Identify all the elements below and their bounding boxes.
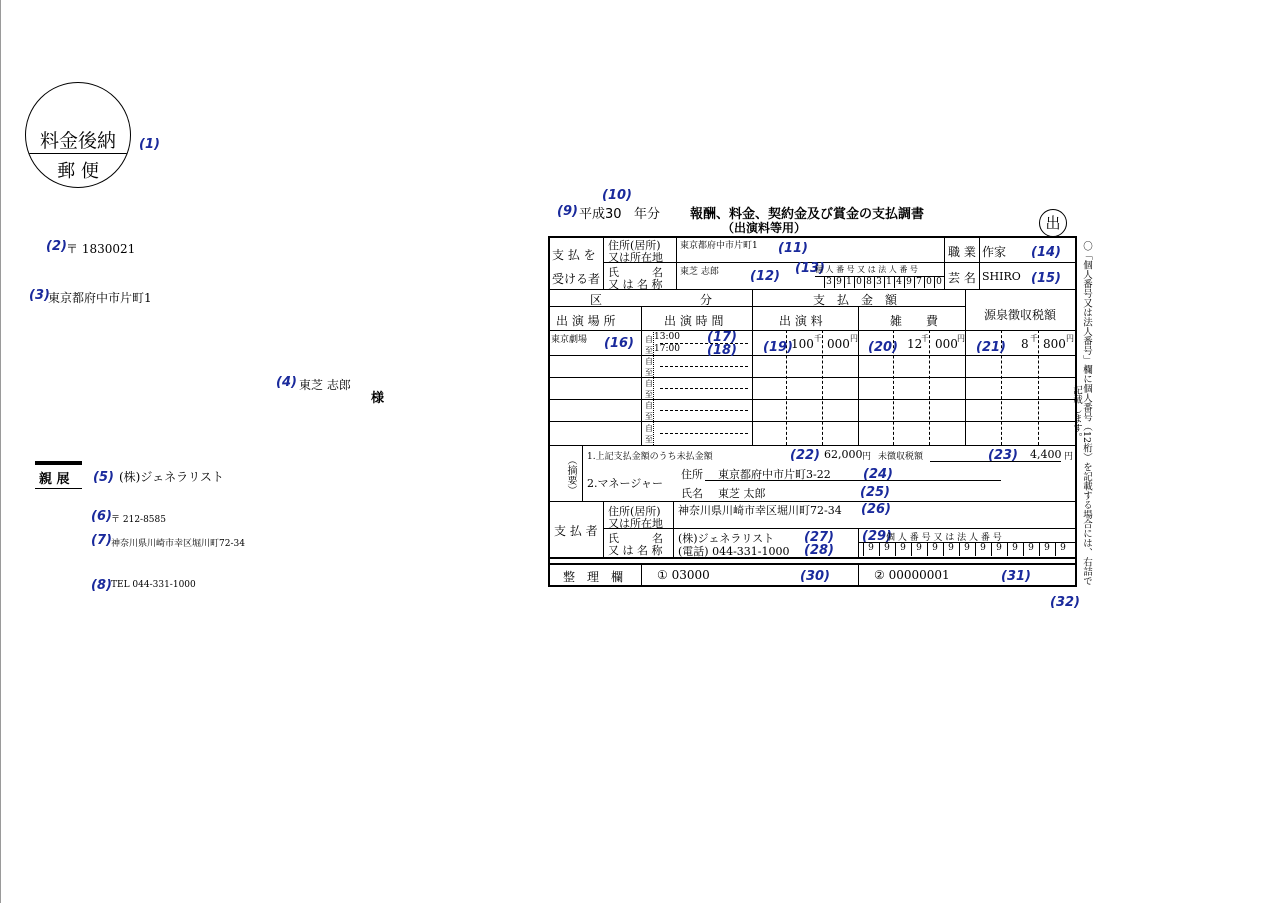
digit-divider bbox=[854, 276, 855, 288]
payer-address: 神奈川県川崎市幸区堀川町72-34 bbox=[678, 504, 842, 517]
line bbox=[548, 355, 1076, 356]
line bbox=[660, 410, 748, 411]
time-from: 13:00 bbox=[654, 332, 680, 342]
misc-thousands: 12 bbox=[907, 337, 923, 351]
payee-number-digit: 7 bbox=[916, 277, 922, 287]
uncollected-amount: 4,400 bbox=[1030, 448, 1062, 461]
payee-number-digit: 1 bbox=[846, 277, 852, 287]
payee-number-digit: 9 bbox=[906, 277, 912, 287]
callout-26: (26) bbox=[861, 502, 891, 517]
line bbox=[858, 306, 859, 445]
callout-24: (24) bbox=[863, 467, 893, 482]
summary-line2: 2.マネージャー bbox=[587, 477, 664, 490]
callout-20: (20) bbox=[868, 340, 898, 355]
digit-divider bbox=[924, 276, 925, 288]
line bbox=[548, 330, 1076, 331]
line bbox=[676, 237, 677, 289]
empty-from-label: 自 bbox=[645, 357, 653, 366]
digit-divider bbox=[1023, 542, 1024, 556]
sender-postal: 〒 212-8585 bbox=[111, 515, 166, 525]
form-subtitle: （出演料等用） bbox=[722, 221, 807, 235]
mgr-address: 東京都府中市片町3-22 bbox=[718, 468, 831, 481]
unpaid-amount: 62,000 bbox=[824, 448, 863, 461]
col-fee: 出 演 料 bbox=[779, 314, 823, 328]
col-venue: 出 演 場 所 bbox=[556, 314, 616, 328]
seiri-1: ① 03000 bbox=[657, 568, 710, 582]
line bbox=[660, 433, 748, 434]
line bbox=[673, 501, 674, 557]
payer-number-digit: 9 bbox=[996, 543, 1002, 553]
fee-units: 000 bbox=[827, 337, 850, 351]
recipient-name: 東芝 志郎 bbox=[299, 378, 351, 392]
digit-divider bbox=[975, 542, 976, 556]
line bbox=[548, 421, 1076, 422]
recipient-address: 東京都府中市片町1 bbox=[48, 291, 152, 305]
callout-1: (1) bbox=[139, 137, 160, 152]
callout-18: (18) bbox=[707, 343, 737, 358]
line bbox=[929, 330, 930, 445]
digit-divider bbox=[824, 276, 825, 288]
line bbox=[548, 399, 1076, 400]
name-label1: 氏 名 bbox=[608, 266, 663, 279]
callout-32: (32) bbox=[1050, 595, 1080, 610]
callout-3: (3) bbox=[29, 288, 50, 303]
callout-16: (16) bbox=[604, 336, 634, 351]
line bbox=[1038, 330, 1039, 445]
empty-from-label: 自 bbox=[645, 424, 653, 433]
line bbox=[603, 501, 604, 557]
payee-number-digit: 9 bbox=[836, 277, 842, 287]
callout-28: (28) bbox=[804, 543, 834, 558]
tax-thousand-mark: 千 bbox=[1030, 334, 1038, 343]
uncollected-yen: 円 bbox=[1064, 452, 1074, 462]
misc-yen-mark: 円 bbox=[957, 334, 965, 343]
payer-number-digit: 9 bbox=[948, 543, 954, 553]
row-venue: 東京劇場 bbox=[551, 335, 588, 345]
payee-number-digit: 0 bbox=[936, 277, 942, 287]
callout-8: (8) bbox=[91, 578, 112, 593]
fee-yen-mark: 円 bbox=[850, 334, 858, 343]
line bbox=[979, 237, 980, 289]
digit-divider bbox=[991, 542, 992, 556]
callout-22: (22) bbox=[790, 448, 820, 463]
callout-31: (31) bbox=[1001, 569, 1031, 584]
seiri-2: ② 00000001 bbox=[874, 568, 950, 582]
stamp-line1: 料金後納 bbox=[39, 130, 116, 152]
mgr-name: 東芝 太郎 bbox=[718, 487, 766, 500]
payee-number-digit: 1 bbox=[886, 277, 892, 287]
seiri-label: 整 理 欄 bbox=[563, 570, 624, 584]
empty-to-label: 至 bbox=[645, 390, 653, 399]
callout-10: (10) bbox=[602, 188, 632, 203]
payee-label2: 受ける者 bbox=[552, 272, 601, 286]
addr-label1: 住所(居所) bbox=[608, 239, 661, 252]
line bbox=[944, 237, 945, 289]
callout-12: (12) bbox=[750, 269, 780, 284]
digit-divider bbox=[874, 276, 875, 288]
line bbox=[822, 330, 823, 445]
col-kubun: 区 bbox=[590, 293, 603, 307]
empty-from-label: 自 bbox=[645, 379, 653, 388]
digit-divider bbox=[934, 276, 935, 288]
payee-number-digit: 8 bbox=[866, 277, 872, 287]
col-shiharai: 支 払 金 額 bbox=[813, 293, 898, 307]
sender-address: 神奈川県川崎市幸区堀川町72-34 bbox=[111, 539, 245, 549]
empty-to-label: 至 bbox=[645, 412, 653, 421]
callout-11: (11) bbox=[778, 241, 808, 256]
callout-9: (9) bbox=[557, 204, 578, 219]
addr-label2: 又は所在地 bbox=[608, 251, 663, 264]
payer-number-digit: 9 bbox=[932, 543, 938, 553]
digit-divider bbox=[894, 276, 895, 288]
callout-2: (2) bbox=[46, 239, 67, 254]
payer-addr-label1: 住所(居所) bbox=[608, 505, 661, 518]
payee-name: 東芝 志郎 bbox=[680, 267, 719, 277]
de-mark: 出 bbox=[1039, 209, 1067, 237]
payer-name-label1: 氏 名 bbox=[608, 532, 663, 545]
tax-thousands: 8 bbox=[1021, 337, 1029, 351]
line bbox=[548, 557, 1077, 559]
digit-divider bbox=[844, 276, 845, 288]
shinten-bar bbox=[35, 461, 82, 465]
stage-label: 芸 名 bbox=[948, 271, 976, 285]
fee-thousands: 100 bbox=[791, 337, 814, 351]
recipient-postal: 〒 1830021 bbox=[66, 242, 136, 256]
callout-25: (25) bbox=[860, 485, 890, 500]
misc-thousand-mark: 千 bbox=[921, 334, 929, 343]
digit-divider bbox=[959, 542, 960, 556]
payer-number-digit: 9 bbox=[1012, 543, 1018, 553]
payer-number-digit: 9 bbox=[1044, 543, 1050, 553]
sender-company: (株)ジェネラリスト bbox=[119, 470, 224, 484]
callout-19: (19) bbox=[763, 340, 793, 355]
col-time: 出 演 時 間 bbox=[664, 314, 724, 328]
occupation-label: 職 業 bbox=[948, 245, 976, 259]
digit-divider bbox=[914, 276, 915, 288]
mgr-addr-label: 住所 bbox=[681, 468, 703, 481]
payer-number-digit: 9 bbox=[964, 543, 970, 553]
payee-label1: 支 払 を bbox=[552, 248, 596, 262]
callout-4: (4) bbox=[276, 375, 297, 390]
callout-30: (30) bbox=[800, 569, 830, 584]
digit-divider bbox=[943, 542, 944, 556]
payee-number-digit: 3 bbox=[876, 277, 882, 287]
digit-divider bbox=[879, 542, 880, 556]
shinten-underline bbox=[35, 488, 82, 489]
payee-number-digit: 0 bbox=[926, 277, 932, 287]
stamp-line2: 郵 便 bbox=[57, 161, 99, 182]
payer-number-digit: 9 bbox=[884, 543, 890, 553]
digit-divider bbox=[884, 276, 885, 288]
callout-7: (7) bbox=[91, 533, 112, 548]
payee-address: 東京都府中市片町1 bbox=[680, 241, 758, 251]
callout-6: (6) bbox=[91, 509, 112, 524]
line bbox=[548, 289, 1076, 290]
payer-name-label2: 又 は 名 称 bbox=[608, 544, 663, 557]
side-note: 〇「個人番号又は法人番号」欄に個人番号（12桁）を記載する場合には、右詰で記載します。 bbox=[1071, 240, 1092, 586]
tax-yen-mark: 円 bbox=[1066, 334, 1074, 343]
form-bottom-border bbox=[548, 585, 1077, 587]
payee-mynumber-label: 個 人 番 号 又 は 法 人 番 号 bbox=[815, 265, 918, 274]
digit-divider bbox=[911, 542, 912, 556]
unpaid-yen: 円 bbox=[862, 452, 872, 462]
line bbox=[858, 563, 859, 585]
digit-divider bbox=[1055, 542, 1056, 556]
stamp-divider bbox=[26, 153, 130, 154]
payer-tel: (電話) 044-331-1000 bbox=[678, 545, 790, 558]
callout-14: (14) bbox=[1031, 245, 1061, 260]
mgr-name-label: 氏名 bbox=[681, 487, 703, 500]
honorific: 様 bbox=[371, 391, 385, 406]
digit-divider bbox=[927, 542, 928, 556]
page-border bbox=[0, 0, 1, 903]
summary-label: （摘要） bbox=[565, 455, 576, 495]
payee-number-digit: 0 bbox=[856, 277, 862, 287]
empty-from-label: 自 bbox=[645, 401, 653, 410]
payer-number-digit: 9 bbox=[900, 543, 906, 553]
line bbox=[641, 306, 642, 445]
digit-divider bbox=[1007, 542, 1008, 556]
year-suffix: 年分 bbox=[634, 207, 661, 222]
digit-divider bbox=[904, 276, 905, 288]
payer-number-digit: 9 bbox=[980, 543, 986, 553]
line bbox=[582, 445, 583, 501]
empty-to-label: 至 bbox=[645, 435, 653, 444]
callout-21: (21) bbox=[976, 340, 1006, 355]
line bbox=[548, 445, 1076, 446]
fee-thousand-mark: 千 bbox=[814, 334, 822, 343]
callout-5: (5) bbox=[93, 470, 114, 485]
col-tax: 源泉徴収税額 bbox=[984, 308, 1057, 322]
payer-number-digit: 9 bbox=[1060, 543, 1066, 553]
digit-divider bbox=[863, 542, 864, 556]
line bbox=[603, 528, 1076, 529]
payer-label: 支 払 者 bbox=[554, 524, 598, 538]
callout-29: (29) bbox=[862, 529, 892, 544]
empty-to-label: 至 bbox=[645, 368, 653, 377]
digit-divider bbox=[834, 276, 835, 288]
form-title: 報酬、料金、契約金及び賞金の支払調書 bbox=[690, 207, 925, 222]
payee-number-digit: 4 bbox=[896, 277, 902, 287]
line bbox=[705, 480, 1001, 481]
summary-line1: 1.上記支払金額のうち未払金額 bbox=[587, 452, 713, 462]
line bbox=[548, 563, 1077, 565]
payer-number-digit: 9 bbox=[916, 543, 922, 553]
callout-23: (23) bbox=[988, 448, 1018, 463]
time-to-label: 至 bbox=[645, 346, 653, 355]
misc-units: 000 bbox=[935, 337, 958, 351]
occupation: 作家 bbox=[982, 245, 1007, 259]
payer-name: (株)ジェネラリスト bbox=[678, 532, 775, 545]
era-year: 平成30 bbox=[579, 207, 622, 222]
stage-name: SHIRO bbox=[982, 270, 1021, 283]
callout-17: (17) bbox=[707, 330, 737, 345]
digit-divider bbox=[895, 542, 896, 556]
digit-divider bbox=[864, 276, 865, 288]
uncollected-label: 未徴収税額 bbox=[878, 452, 924, 462]
line bbox=[548, 377, 1076, 378]
col-misc: 雑 費 bbox=[890, 314, 939, 328]
time-to: 17:00 bbox=[654, 344, 680, 354]
shinten-label: 親 展 bbox=[39, 472, 70, 487]
line bbox=[944, 262, 1075, 263]
postage-stamp bbox=[25, 82, 131, 188]
payer-mynumber-label: 個 人 番 号 又 は 法 人 番 号 bbox=[886, 533, 1002, 543]
sender-tel: TEL 044-331-1000 bbox=[111, 580, 196, 590]
tax-units: 800 bbox=[1043, 337, 1066, 351]
line bbox=[548, 306, 965, 307]
callout-15: (15) bbox=[1031, 271, 1061, 286]
payer-number-digit: 9 bbox=[868, 543, 874, 553]
line bbox=[660, 366, 748, 367]
time-from-label: 自 bbox=[645, 335, 653, 344]
payer-number-digit: 9 bbox=[1028, 543, 1034, 553]
line bbox=[603, 237, 604, 289]
payer-addr-label2: 又は所在地 bbox=[608, 517, 663, 530]
callout-13: (13) bbox=[795, 261, 825, 276]
name-label2: 又 は 名 称 bbox=[608, 278, 663, 291]
callout-27: (27) bbox=[804, 530, 834, 545]
digit-divider bbox=[1039, 542, 1040, 556]
line bbox=[641, 563, 642, 585]
payee-number-digit: 3 bbox=[826, 277, 832, 287]
col-bun: 分 bbox=[700, 293, 713, 307]
line bbox=[660, 388, 748, 389]
